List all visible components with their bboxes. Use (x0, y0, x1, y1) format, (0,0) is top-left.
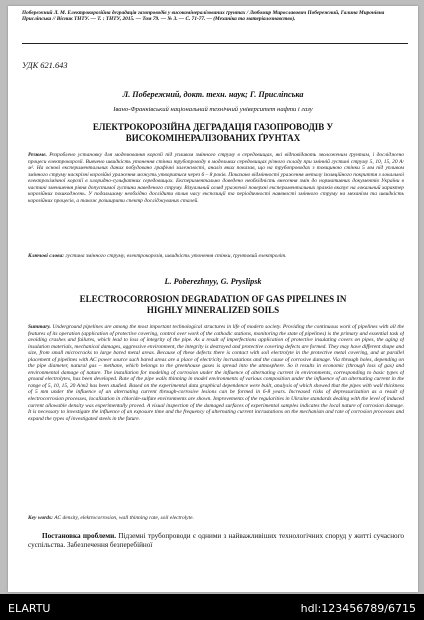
udk-code: УДК 621.643 (22, 61, 68, 70)
ua-abstract-lead: Резюме. (28, 152, 47, 158)
en-authors: L. Poberezhnyy, G. Pryslipsk (164, 277, 262, 286)
ua-affiliation: Івано-Франківський національний технічний університет нафти і газу (113, 106, 313, 113)
en-keywords (28, 515, 404, 523)
header-rule (22, 43, 408, 44)
footer-handle: hdl:123456789/6715 (300, 602, 416, 615)
viewer-footer (0, 594, 424, 620)
en-title-line1: ELECTROCORROSION DEGRADATION OF GAS PIPELINES IN (79, 294, 347, 304)
ua-title (48, 122, 378, 144)
ua-title-line2: ВИСОКОМІНЕРАЛІЗОВАНИХ ҐРУНТАХ (125, 133, 301, 143)
body-lead: Постановка проблеми. (42, 532, 117, 540)
ua-keywords-text: густина змінного струму, електрокорозія, швидкість утонення стінки, ґрунтовий електроліт. (65, 253, 287, 259)
ua-keywords (28, 253, 404, 267)
body-text: Підземні трубопроводи є одними з найважливіших технологічних споруд у житті сучасного суспільства. Забезпечення безперебійної (28, 532, 404, 549)
body-paragraph (28, 532, 404, 552)
ua-authors: Л. Побережний, докт. техн. наук; Г. Прислiпська (122, 90, 304, 99)
citation-header: Побережний Л. М. Електрокорозійна деградація газопроводів у високомінералізованих ґрунтах / Любомир Мирославович Побережний, Галина Миронівна Присліпська // Вісник ТНТУ. — Т. : ТНТУ, 2015. — Том 79. — № 3. — С. 71-77. — (Механіка та матеріалознавство). (22, 10, 385, 23)
ua-abstract (28, 152, 404, 252)
ua-title-line1: ЕЛЕКТРОКОРОЗІЙНА ДЕГРАДАЦІЯ ГАЗОПРОВОДІВ У (92, 122, 334, 132)
document-page (8, 6, 418, 592)
en-keywords-lead: Key words: (28, 515, 53, 521)
ua-abstract-text: Розроблено установку для моделювання корозії під упливом змінного струму в середовищах, які відповідають зволоженим ґрунтам, і досліджено процеси електрокорозії. Вивчено швидкість утонення стінки трубопроводу в модельних середовищах різного складу при змінній густині струму 5, 10, 15, 20 А/м². На основі експериментальних даних побудовано графічні залежності, аналіз яких показав, що на трубопроводах з товщиною стінки 5 мм під упливом змінного струму наскрізні корозійні ураження можуть утворитися через 6 – 8 років. Показано відмінності ураження металу ізоляційного покриття з локальної електрохімічної корозії в хлоридно-сульфатних середовищах. Експериментально доведено необхідність внесення змін до нормативних документів України в частині зменшення рівня допустимої густини наведеного струму. Візуальний огляд ураженої поверхні експериментальних зразків вказує на локальний характер корозійних пошкоджень. У подальшому необхідно дослідити вплив часу експозиції та періодичності наявності змінного струму на механізм та швидкість корозійних процесів, а також розширити спектр досліджуваних сталей. (28, 152, 404, 204)
en-title-line2: HIGHLY MINERALIZED SOILS (146, 305, 280, 315)
en-keywords-text: AC density, elektrocorrosion, wall thinning rate, soil electrolyte. (54, 515, 194, 521)
footer-left-label: ELARTU (8, 602, 51, 615)
en-title (48, 294, 378, 316)
en-summary-text: Underground pipelines are among the most important technological structures in life of modern society. Providing the continuous work of pipelines with all the features of its operation (application of protective covering, control over work of the cathodic stations, monitoring the state of pipelines) is the primary and essential task of avoiding crashes and failures, which lead to loss of integrity of the pipe. As a result of imperfections application of protective insulating covers on pipes, the aging of insulation materials, mechanical damages, aggressive environment, the integrity is destroyed and protective covering defects are formed. They may have different shape and size, from small microcracks to large bared metal areas. Because of these defects there is contact with soil electrolyte in the protective metal covering, and at parallel placement of pipelines with AC power source such bared areas are a place of electricity incrustations and the cause of corrosive damage. Via through holes, depending on the pipe diameter, natural gas – methane, which belongs to the greenhouse gases is spread into the atmosphere. So it results in economic (through loss of gas) and environmental damage of nature. The installation for modeling of corrosion under the influence of alternating current in environments, corresponding to basic types of ground electrolytes, has been developed. Rate of the pipe walls thinning in model environments of various composition under the influence of an alternating current in the range of 5, 10, 15, 20 A/m2 has been studied. Based on the experimental data graphical dependence were built, analysis of which showed that the pipes with wall thickness of 5 mm under the influence of an alternating current through-corrosive lesions can be formed in 6-8 years. Increased risks of depressurization as a result of electrocorrosion processes, localization in chloride-sulfate environments are shown. Improvements of the regularities in Ukraine standards dealing with the level of induced current allowable density was experimentally proved. A visual inspection of the damaged surfaces of experimental samples indicates the local nature of corrosion damage. It is necessary to investigate the influence of an exposure time and the frequency of alternating current incrustations on the mechanism and rate of corrosion processes and expand the types of investigated steels in the future. (28, 324, 404, 422)
en-summary (28, 324, 404, 514)
en-summary-lead: Summary. (28, 324, 51, 330)
ua-keywords-lead: Ключові слова: (28, 253, 65, 259)
